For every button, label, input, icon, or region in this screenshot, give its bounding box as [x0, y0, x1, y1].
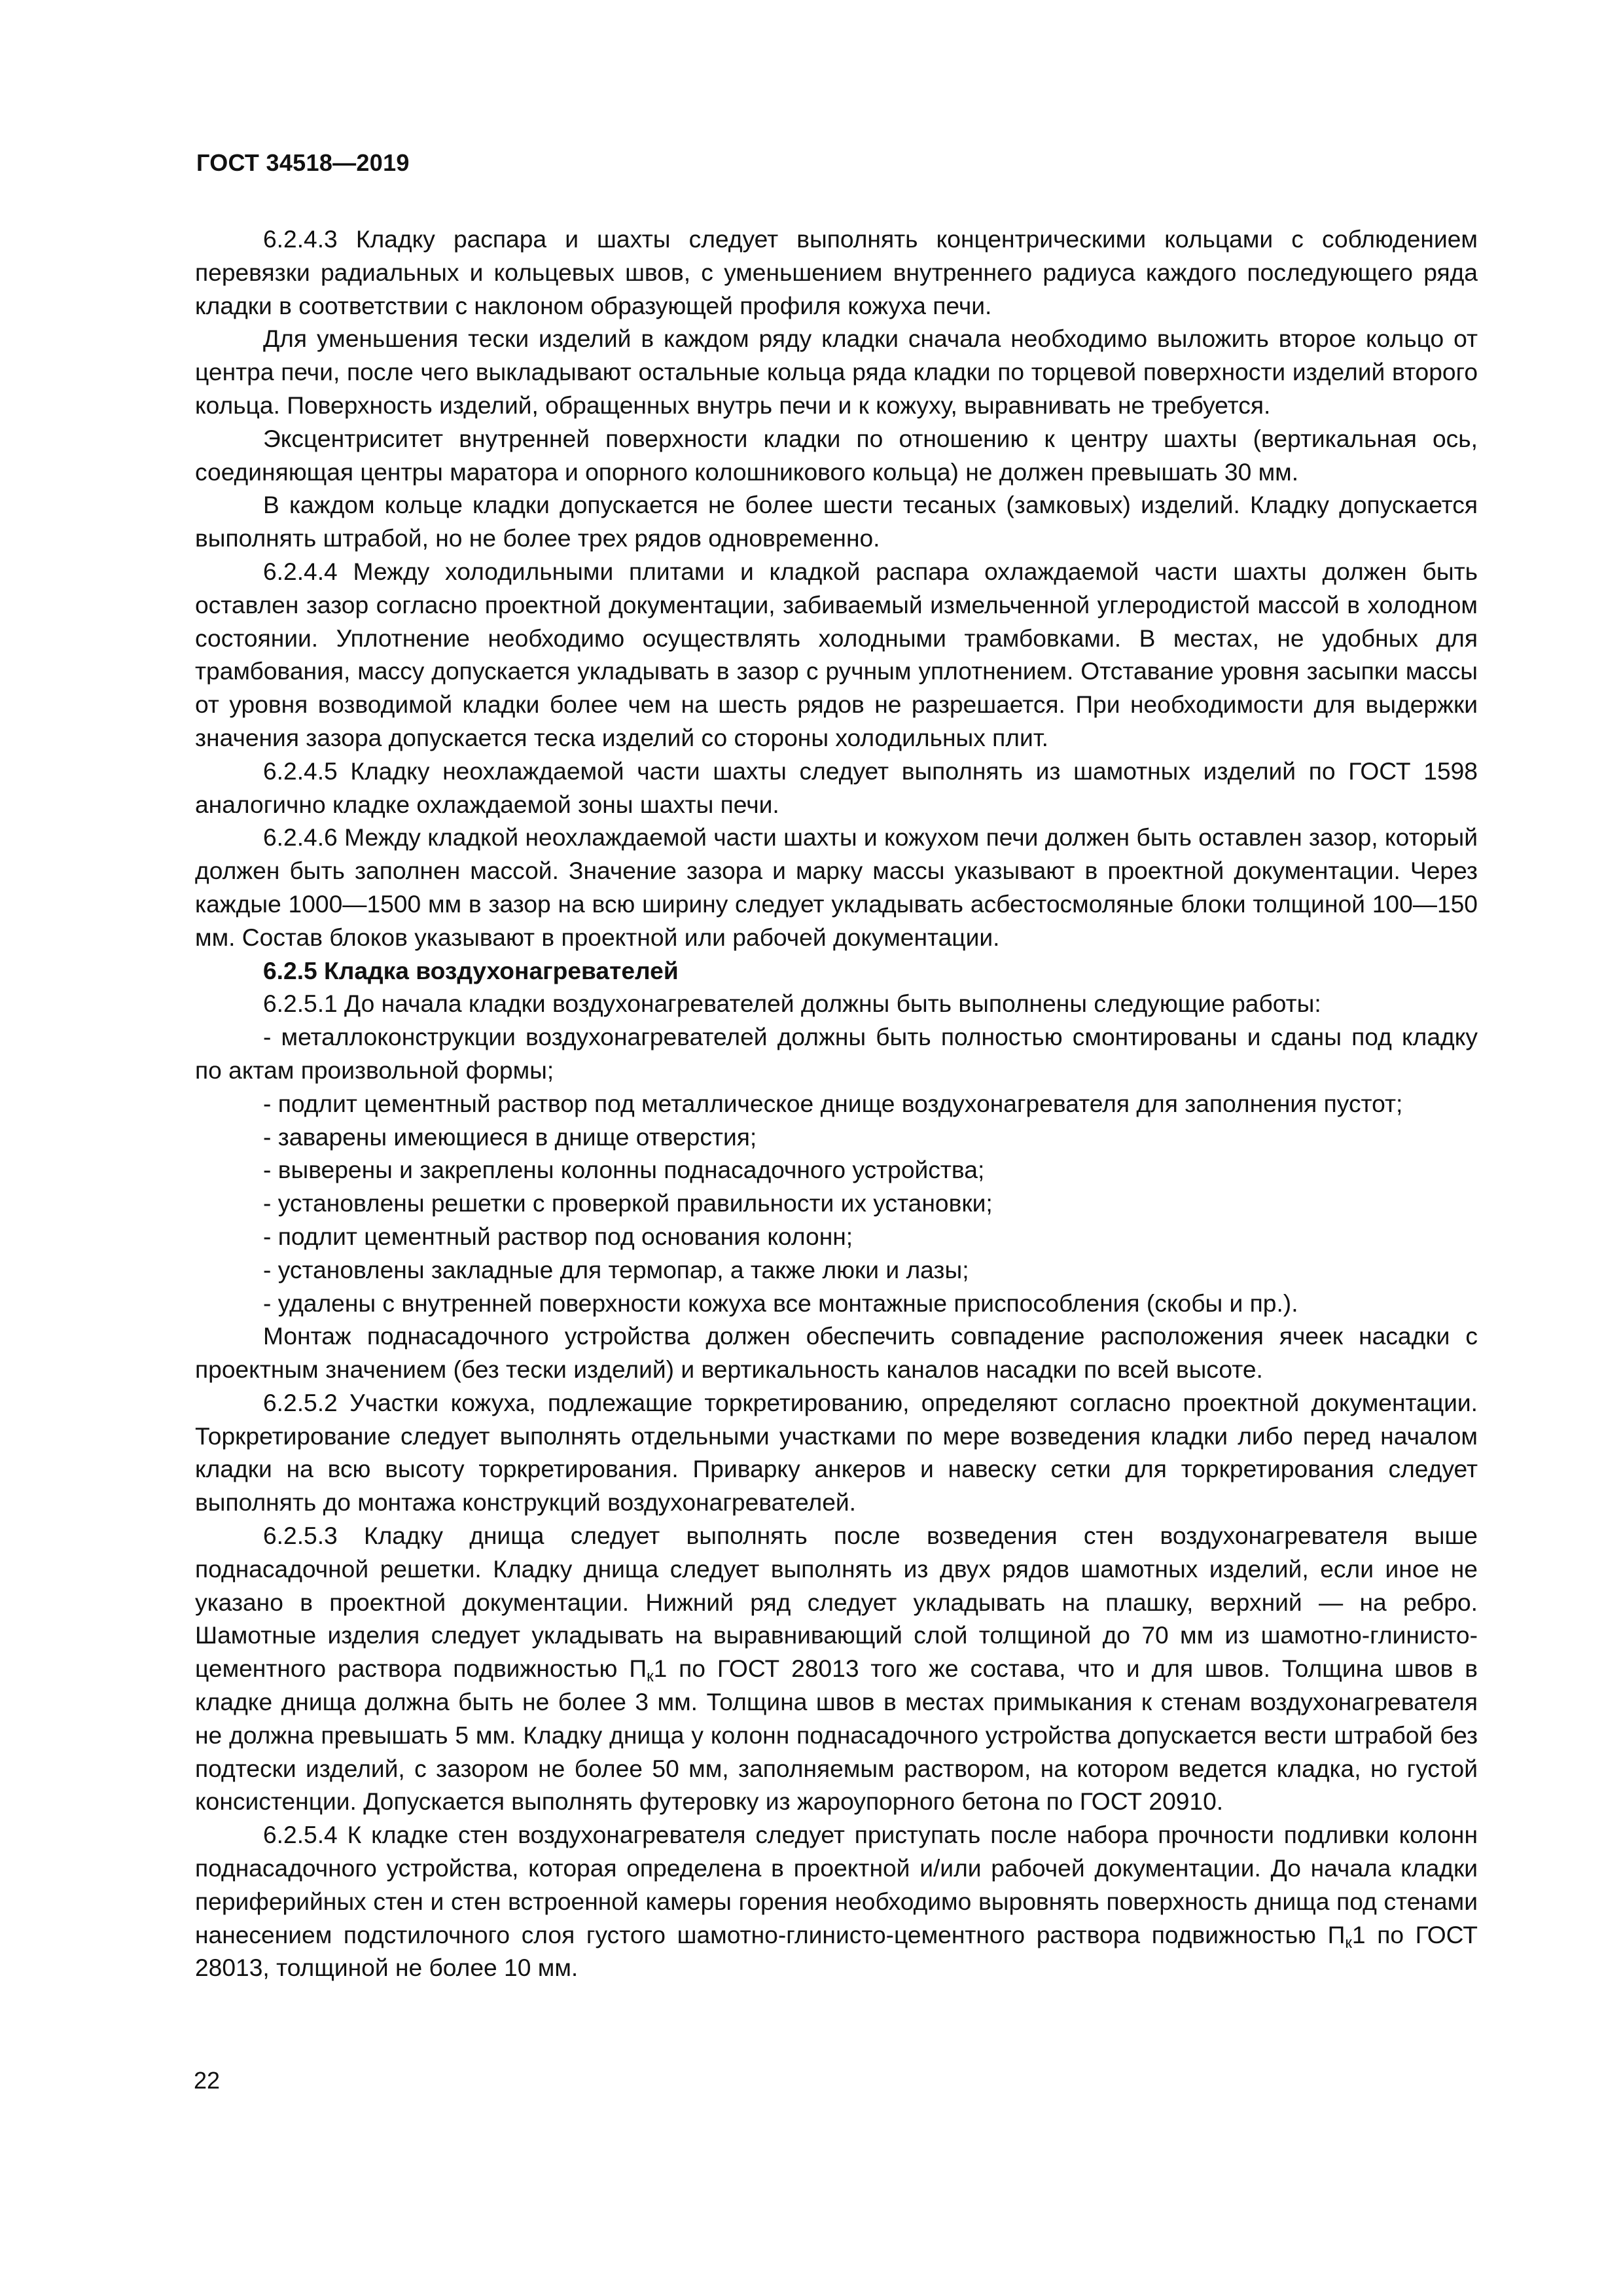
paragraph-6246: 6.2.4.6 Между кладкой неохлаждаемой части шахты и кожухом печи должен быть оставлен зазор, который должен быть заполнен массой. Значение зазора и марку массы указывают в проектной документации. Через каждые 1000—1500 мм в зазор на всю ширину следует укладывать асбестосмоляные блоки толщиной 100—150 мм. Состав блоков указывают в проектной или рабочей документации.	[195, 823, 1478, 951]
list-item: - металлоконструкции воздухонагревателей должны быть полностью смонтированы и сданы под кладку по актам произвольной формы;	[195, 1023, 1478, 1084]
paragraph-eccentricity: Эксцентриситет внутренней поверхности кладки по отношению к центру шахты (вертикальная ось, соединяющая центры маратора и опорного колошникового кольца) не должен превышать 30 мм.	[195, 424, 1478, 486]
page-number: 22	[194, 2067, 221, 2094]
paragraph-6243: 6.2.4.3 Кладку распара и шахты следует выполнять концентрическими кольцами с соблюдением перевязки радиальных и кольцевых швов, с уменьшением внутреннего радиуса каждого последующего ряда кладки в соответствии с наклоном образующей профиля кожуха печи.	[195, 225, 1478, 319]
document-body	[195, 223, 1478, 1984]
paragraph-6244: 6.2.4.4 Между холодильными плитами и кладкой распара охлаждаемой части шахты должен быть оставлен зазор согласно проектной документации, забиваемый измельченной углеродистой массой в холодном состоянии. Уплотнение необходимо осуществлять холодными трамбовками. В местах, не удобных для трамбования, массу допускается укладывать в зазор с ручным уплотнением. Отставание уровня засыпки массы от уровня возводимой кладки более чем на шесть рядов не разрешается. При необходимости для выдержки значения зазора допускается теска изделий со стороны холодильных плит.	[195, 557, 1478, 751]
document-header: ГОСТ 34518—2019	[196, 149, 410, 176]
paragraph-6254	[195, 1818, 1478, 1984]
paragraph-6253	[195, 1519, 1478, 1818]
list-item: - подлит цементный раствор под основания колонн;	[263, 1222, 853, 1250]
paragraph-6253-part2: 1 по ГОСТ 28013 того же состава, что и для швов. Толщина швов в кладке днища должна быть не более 3 мм. Толщина швов в местах примыкания к стенам воздухонагревателя не должна превышать 5 мм. Кладку днища у колонн поднасадочного устройства допускается вести штрабой без подтески изделий, с зазором не более 50 мм, заполняемым раствором, на котором ведется кладка, но густой консистенции. Допускается выполнять футеровку из жароупорного бетона по ГОСТ 20910.	[195, 1655, 1478, 1816]
paragraph-6252: 6.2.5.2 Участки кожуха, подлежащие торкретированию, определяют согласно проектной документации. Торкретирование следует выполнять отдельными участками по мере возведения кладки либо перед началом кладки на всю высоту торкретирования. Приварку анкеров и навеску сетки для торкретирования следует выполнять до монтажа конструкций воздухонагревателей.	[195, 1388, 1478, 1516]
paragraph-6254-part1: 6.2.5.4 К кладке стен воздухонагревателя следует приступать после набора прочности подливки колонн поднасадочного устройства, которая определена в проектной и/или рабочей документации. До начала кладки периферийных стен и стен встроенной камеры горения необходимо выровнять поверхность днища под стенами нанесением подстилочного слоя густого шамотно-глинисто-цементного раствора подвижностью П	[195, 1821, 1478, 1948]
subscript-k: к	[647, 1668, 654, 1686]
list-item: - удалены с внутренней поверхности кожуха все монтажные приспособления (скобы и пр.).	[263, 1289, 1298, 1317]
paragraph-6254-part2: 1 по ГОСТ 28013, толщиной не более 10 мм.	[195, 1920, 1478, 1982]
paragraph-6251: 6.2.5.1 До начала кладки воздухонагревателей должны быть выполнены следующие работы:	[263, 990, 1321, 1018]
list-item: - заварены имеющиеся в днище отверстия;	[263, 1122, 757, 1151]
list-item: - подлит цементный раствор под металлическое днище воздухонагревателя для заполнения пустот;	[263, 1089, 1403, 1117]
list-item: - выверены и закреплены колонны поднасадочного устройства;	[263, 1156, 985, 1184]
section-heading-625: 6.2.5 Кладка воздухонагревателей	[263, 956, 679, 984]
paragraph-6253-part1: 6.2.5.3 Кладку днища следует выполнять после возведения стен воздухонагревателя выше поднасадочной решетки. Кладку днища следует выполнять из двух рядов шамотных изделий, если иное не указано в проектной документации. Нижний ряд следует укладывать на плашку, верхний — на ребро. Шамотные изделия следует укладывать на выравнивающий слой толщиной до 70 мм из шамотно-глинисто-цементного раствора подвижностью П	[195, 1522, 1478, 1683]
paragraph-ring-pieces: В каждом кольце кладки допускается не более шести тесаных (замковых) изделий. Кладку допускается выполнять штрабой, но не более трех рядов одновременно.	[195, 491, 1478, 552]
list-item: - установлены решетки с проверкой правильности их установки;	[263, 1189, 993, 1217]
subscript-k: к	[1345, 1933, 1352, 1952]
paragraph-teska: Для уменьшения тески изделий в каждом ряду кладки сначала необходимо выложить второе кольцо от центра печи, после чего выкладывают остальные кольца ряда кладки по торцевой поверхности изделий второго кольца. Поверхность изделий, обращенных внутрь печи и к кожуху, выравнивать не требуется.	[195, 325, 1478, 419]
paragraph-montage: Монтаж поднасадочного устройства должен обеспечить совпадение расположения ячеек насадки с проектным значением (без тески изделий) и вертикальность каналов насадки по всей высоте.	[195, 1322, 1478, 1384]
paragraph-6245: 6.2.4.5 Кладку неохлаждаемой части шахты следует выполнять из шамотных изделий по ГОСТ 1598 аналогично кладке охлаждаемой зоны шахты печи.	[195, 757, 1478, 818]
list-item: - установлены закладные для термопар, а также люки и лазы;	[263, 1255, 969, 1283]
